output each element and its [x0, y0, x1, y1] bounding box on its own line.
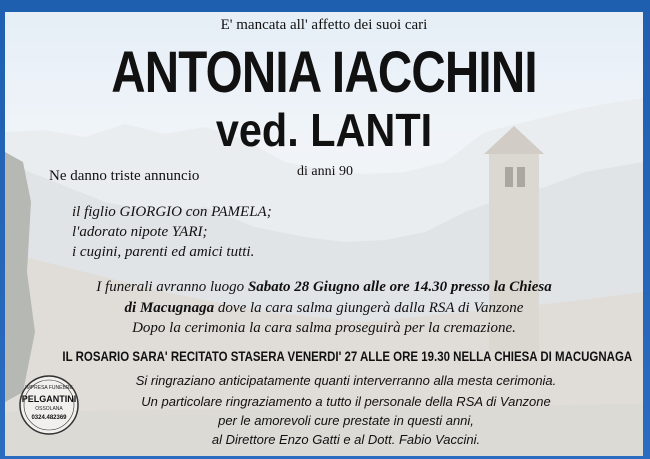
- logo-top-text: IMPRESA FUNEBRE: [25, 385, 73, 391]
- age: di anni 90: [297, 164, 353, 179]
- funeral-place: di Macugnaga: [124, 300, 215, 316]
- funeral-text: I funerali avranno luogo: [96, 279, 248, 295]
- thanks-line: Si ringraziano anticipatamente quanti interverranno alla mesta cerimonia.: [135, 373, 557, 388]
- announcement: Ne danno triste annuncio: [49, 168, 200, 184]
- deceased-name: ANTONIA IACCHINI: [111, 40, 537, 105]
- funeral-line-2: [5, 300, 643, 317]
- funeral-date-place: Sabato 28 Giugno alle ore 14.30 presso la Chiesa: [247, 279, 552, 295]
- family-line: i cugini, parenti ed amici tutti.: [72, 244, 255, 260]
- logo-place: OSSOLANA: [35, 406, 63, 412]
- family-line: l'adorato nipote YARI;: [72, 224, 208, 240]
- thanks-line: al Direttore Enzo Gatti e al Dott. Fabio Vaccini.: [211, 432, 481, 447]
- widow-of: ved. LANTI: [215, 104, 433, 156]
- thanks-line: per le amorevoli cure prestate in questi anni,: [218, 413, 474, 428]
- funeral-text: dove la cara salma giungerà dalla RSA di Vanzone: [214, 300, 524, 316]
- logo-phone: 0324.482369: [31, 415, 67, 421]
- logo-name: PELGANTINI: [21, 394, 77, 404]
- funeral-line-1: [5, 279, 643, 296]
- funeral-home-logo: [18, 374, 80, 436]
- rosary-notice: IL ROSARIO SARA' RECITATO STASERA VENERDI' 27 ALLE ORE 19.30 NELLA CHIESA DI MACUGNAGA: [62, 348, 633, 364]
- notice-frame: [5, 12, 643, 456]
- family-line: il figlio GIORGIO con PAMELA;: [72, 204, 272, 220]
- funeral-line-3: Dopo la cerimonia la cara salma proseguirà per la cremazione.: [132, 320, 516, 336]
- intro-line: E' mancata all' affetto dei suoi cari: [220, 17, 428, 33]
- thanks-line: Un particolare ringraziamento a tutto il personale della RSA di Vanzone: [141, 394, 551, 409]
